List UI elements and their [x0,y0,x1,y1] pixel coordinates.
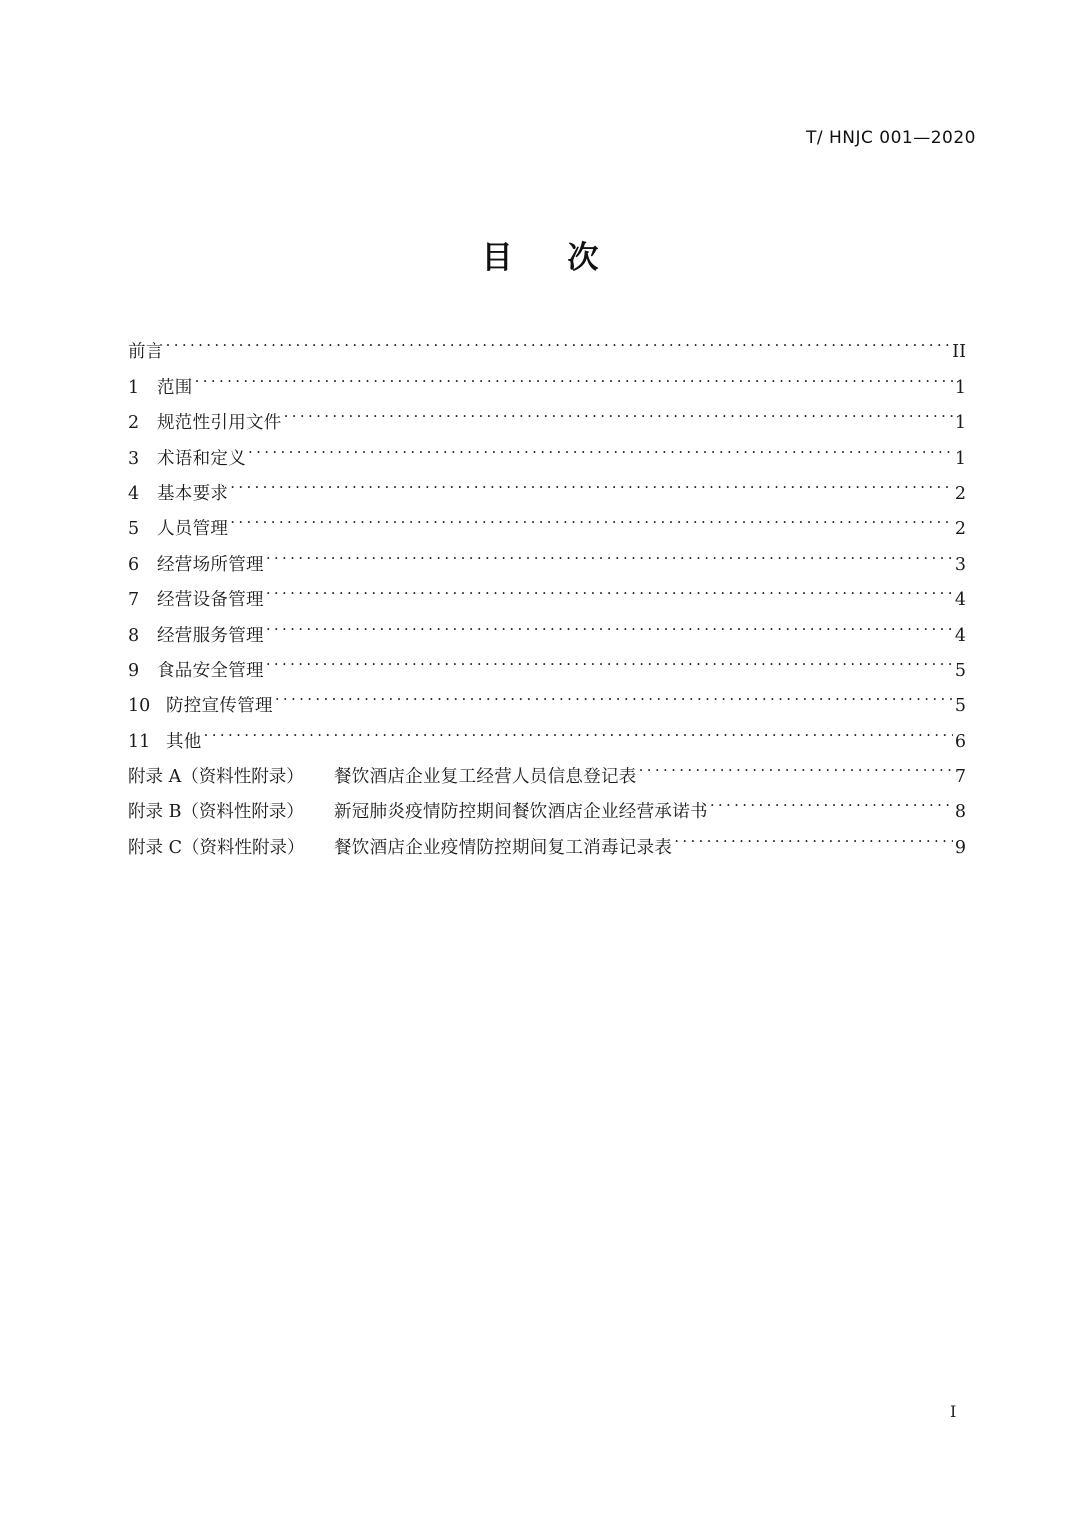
toc-entry-label: 规范性引用文件 [157,413,282,434]
toc-dot-leader [284,393,953,428]
toc-entry-label: 人员管理 [157,519,229,540]
toc-page-number: 3 [954,554,966,575]
toc-page-number: 1 [954,413,966,434]
toc-entry-appendix-a[interactable] [128,747,966,788]
toc-dot-leader [710,782,953,817]
toc-appendix-prefix: 附录 A（资料性附录） [128,767,304,788]
toc-entry-1[interactable] [128,357,966,398]
toc-appendix-prefix: 附录 C（资料性附录） [128,837,305,858]
toc-section-number: 5 [128,519,140,540]
toc-entry-11[interactable] [128,711,966,752]
toc-entry-4[interactable] [128,464,966,504]
toc-page-number: II [952,342,966,363]
toc-page-number: 6 [954,731,966,752]
toc-section-number: 11 [128,731,151,752]
toc-dot-leader [266,570,953,605]
toc-page-number: 9 [954,837,966,858]
toc-section-number: 9 [128,660,140,681]
toc-entry-label: 前言 [128,342,164,363]
toc-dot-leader [166,322,951,357]
toc-entry-label: 新冠肺炎疫情防控期间餐饮酒店企业经营承诺书 [334,802,708,823]
toc-page-number: 4 [954,625,966,646]
toc-entry-label: 经营场所管理 [157,554,264,575]
toc-page-number: 2 [954,483,966,504]
toc-entry-label: 食品安全管理 [157,660,264,681]
toc-page-number: 4 [954,590,966,611]
table-of-contents [128,322,966,858]
toc-dot-leader [674,817,953,852]
toc-entry-label: 经营服务管理 [157,625,264,646]
toc-dot-leader [230,464,953,499]
toc-section-number: 8 [128,625,140,646]
toc-appendix-prefix: 附录 B（资料性附录） [128,802,304,823]
toc-dot-leader [275,676,953,711]
toc-dot-leader [230,499,953,534]
toc-entry-label: 其他 [166,731,202,752]
page-number: I [950,1402,957,1421]
toc-entry-3[interactable] [128,428,966,469]
toc-dot-leader [266,641,953,676]
toc-dot-leader [639,747,953,782]
toc-page-number: 7 [954,767,966,788]
toc-section-number: 10 [128,696,151,717]
toc-page-number: 2 [954,519,966,540]
toc-dot-leader [266,534,953,569]
toc-entry-foreword[interactable] [128,322,966,363]
toc-entry-label: 范围 [157,377,193,398]
toc-section-number: 1 [128,377,140,398]
toc-page-number: 8 [954,802,966,823]
toc-entry-label: 经营设备管理 [157,590,264,611]
toc-dot-leader [266,605,953,640]
toc-section-number: 7 [128,590,140,611]
toc-section-number: 3 [128,448,140,469]
toc-page-number: 1 [954,377,966,398]
toc-entry-label: 防控宣传管理 [166,696,273,717]
toc-entry-label: 餐饮酒店企业复工经营人员信息登记表 [334,767,637,788]
toc-dot-leader [204,711,953,746]
toc-section-number: 6 [128,554,140,575]
toc-page-number: 5 [954,660,966,681]
toc-entry-2[interactable] [128,393,966,434]
toc-title: 目 次 [481,240,621,276]
toc-dot-leader [195,357,953,392]
toc-section-number: 2 [128,413,140,434]
toc-entry-label: 餐饮酒店企业疫情防控期间复工消毒记录表 [334,837,673,858]
toc-entry-label: 基本要求 [157,483,229,504]
document-code: T/ HNJC 001—2020 [805,128,976,148]
toc-page-number: 5 [954,696,966,717]
toc-entry-6[interactable] [128,534,966,575]
toc-entry-5[interactable] [128,499,966,540]
toc-page-number: 1 [954,448,966,469]
toc-section-number: 4 [128,483,140,504]
toc-entry-label: 术语和定义 [157,448,246,469]
toc-dot-leader [248,428,953,463]
